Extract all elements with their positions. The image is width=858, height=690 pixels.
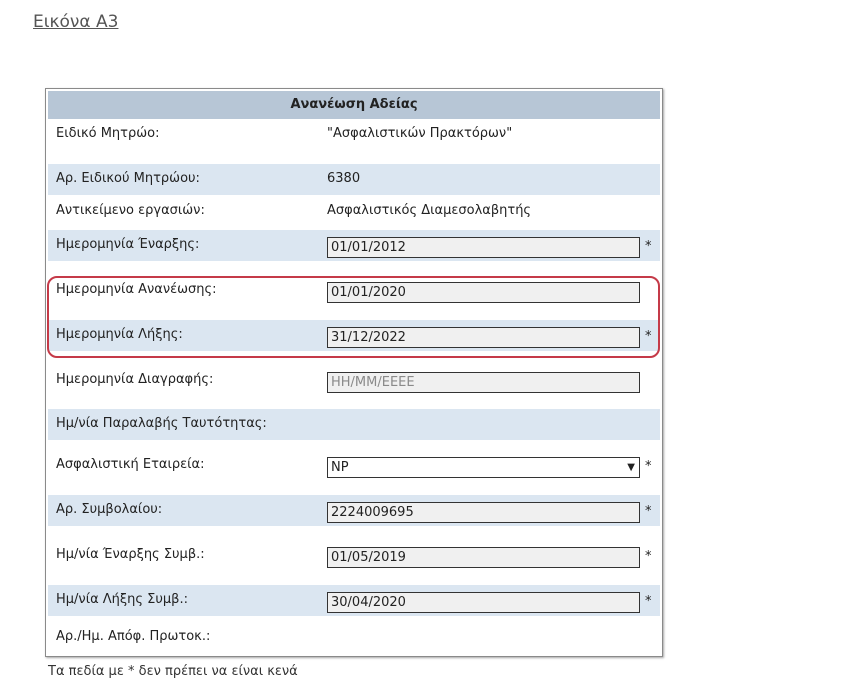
row-start-date xyxy=(48,230,660,261)
required-fields-note: Τα πεδία με * δεν πρέπει να είναι κενά xyxy=(48,664,298,679)
special-registry-label: Ειδικό Μητρώο: xyxy=(56,126,160,141)
row-renewal-date xyxy=(48,275,660,306)
chevron-down-icon[interactable]: ▼ xyxy=(627,462,635,473)
registry-number-label: Αρ. Ειδικού Μητρώου: xyxy=(56,171,200,186)
form-title: Ανανέωση Αδείας xyxy=(48,91,660,119)
expiry-date-required-mark: * xyxy=(645,329,652,344)
contract-number-label: Αρ. Συμβολαίου: xyxy=(56,502,163,517)
contract-start-date-required-mark: * xyxy=(645,549,652,564)
deletion-date-label: Ημερομηνία Διαγραφής: xyxy=(56,372,214,387)
row-contract-start-date xyxy=(48,540,660,571)
work-subject-value: Ασφαλιστικός Διαμεσολαβητής xyxy=(327,203,532,218)
start-date-label: Ημερομηνία Έναρξης: xyxy=(56,237,200,252)
id-receipt-date-label: Ημ/νία Παραλαβής Ταυτότητας: xyxy=(56,416,267,431)
renewal-date-label: Ημερομηνία Ανανέωσης: xyxy=(56,282,217,297)
row-deletion-date xyxy=(48,365,660,396)
insurance-company-required-mark: * xyxy=(645,459,652,474)
contract-number-input[interactable]: 2224009695 xyxy=(327,502,640,523)
contract-start-date-input[interactable]: 01/05/2019 xyxy=(327,547,640,568)
row-registry-number xyxy=(48,164,660,195)
contract-end-date-label: Ημ/νία Λήξης Συμβ.: xyxy=(56,592,188,607)
start-date-required-mark: * xyxy=(645,239,652,254)
row-id-receipt-date xyxy=(48,409,660,440)
renewal-date-input[interactable]: 01/01/2020 xyxy=(327,282,640,303)
insurance-company-selected-value: NP xyxy=(331,460,349,475)
license-renewal-form xyxy=(45,88,663,657)
contract-start-date-label: Ημ/νία Έναρξης Συμβ.: xyxy=(56,547,205,562)
figure-caption[interactable]: Εικόνα Α3 xyxy=(33,12,119,32)
deletion-date-input[interactable]: ΗΗ/ΜΜ/ΕΕΕΕ xyxy=(327,372,640,393)
decision-protocol-label: Αρ./Ημ. Απόφ. Πρωτοκ.: xyxy=(56,629,211,644)
work-subject-label: Αντικείμενο εργασιών: xyxy=(56,203,205,218)
registry-number-value: 6380 xyxy=(327,171,361,186)
row-insurance-company xyxy=(48,450,660,481)
row-special-registry xyxy=(48,119,660,150)
contract-end-date-input[interactable]: 30/04/2020 xyxy=(327,592,640,613)
contract-number-required-mark: * xyxy=(645,504,652,519)
expiry-date-input[interactable]: 31/12/2022 xyxy=(327,327,640,348)
row-contract-end-date xyxy=(48,585,660,616)
insurance-company-select[interactable] xyxy=(327,457,640,478)
expiry-date-label: Ημερομηνία Λήξης: xyxy=(56,327,183,342)
row-decision-protocol xyxy=(48,622,660,653)
start-date-input[interactable]: 01/01/2012 xyxy=(327,237,640,258)
insurance-company-label: Ασφαλιστική Εταιρεία: xyxy=(56,457,205,472)
row-contract-number xyxy=(48,495,660,526)
row-expiry-date xyxy=(48,320,660,351)
contract-end-date-required-mark: * xyxy=(645,594,652,609)
row-work-subject xyxy=(48,196,660,227)
special-registry-value: "Ασφαλιστικών Πρακτόρων" xyxy=(327,126,513,141)
